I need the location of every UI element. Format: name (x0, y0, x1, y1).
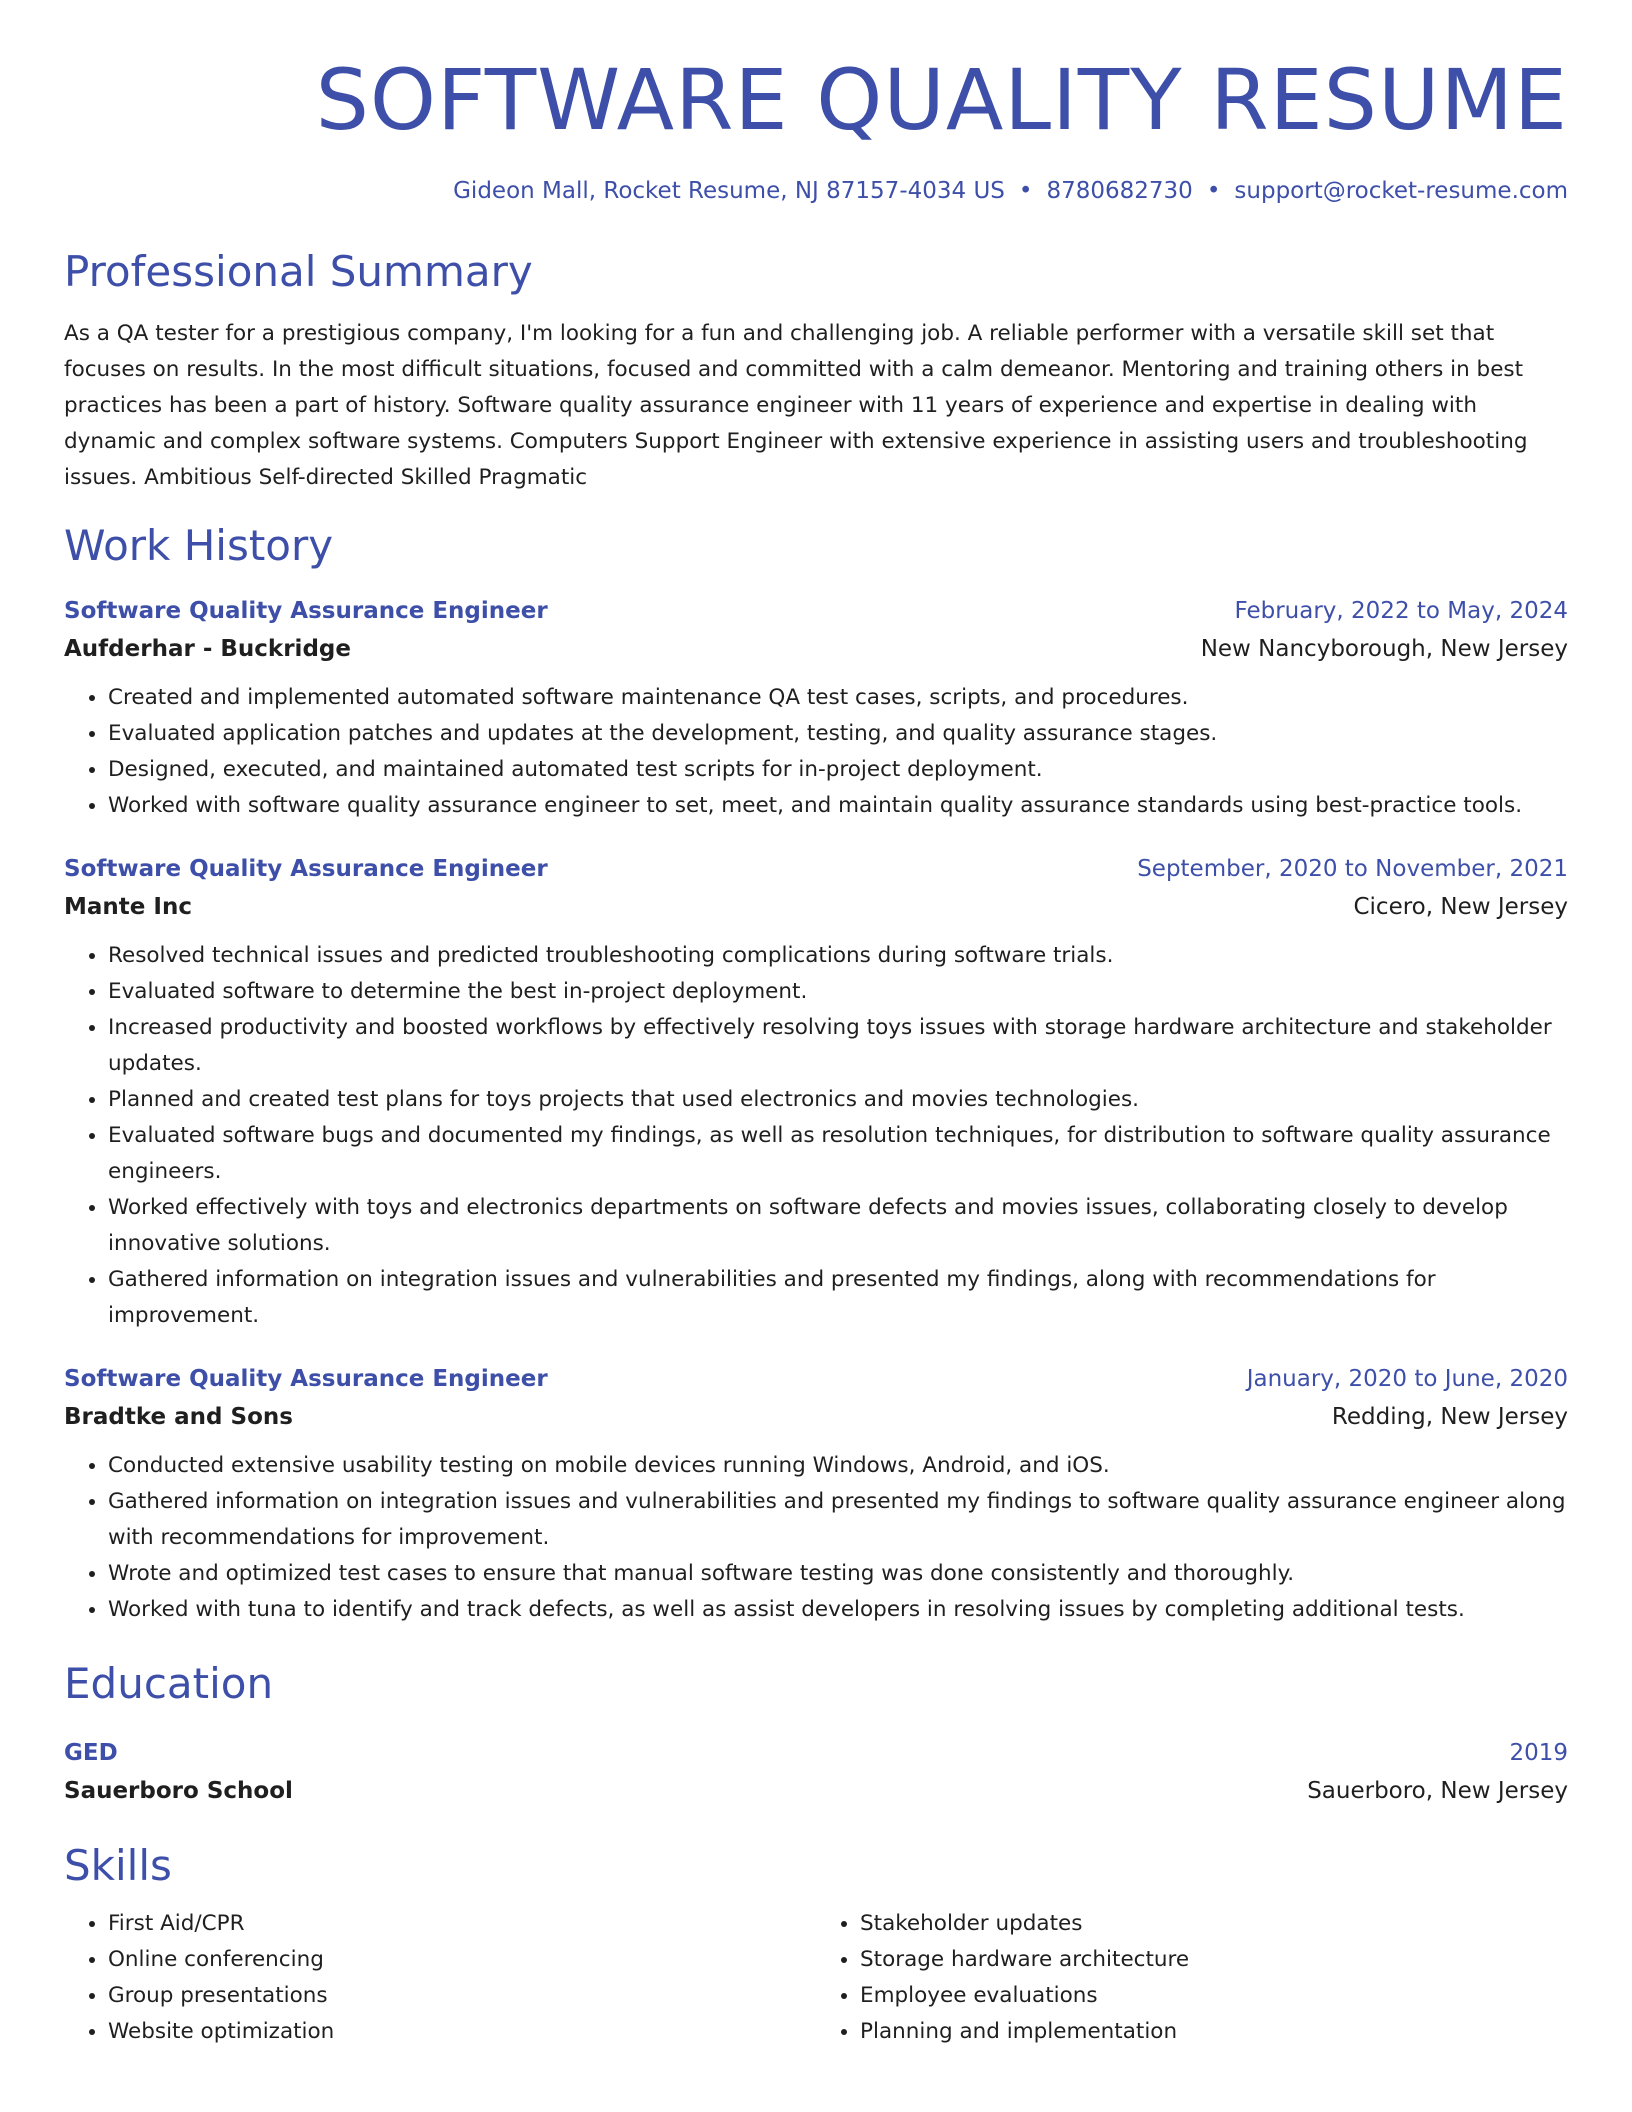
skill-item: • Planning and implementation (860, 2014, 1568, 2050)
contact-email[interactable]: support@rocket-resume.com (1234, 178, 1568, 204)
job-bullet: • Designed, executed, and maintained automated test scripts for in-project deployment. (108, 752, 1568, 788)
job-bullet: • Evaluated application patches and updates at the development, testing, and quality assurance stages. (108, 716, 1568, 752)
job-bullet: • Created and implemented automated software maintenance QA test cases, scripts, and procedures. (108, 680, 1568, 716)
skill-item: • Group presentations (108, 1978, 816, 2014)
job-bullet: • Gathered information on integration issues and vulnerabilities and presented my findings, along with recommendations for improvement. (108, 1262, 1568, 1334)
contact-phone: 8780682730 (1046, 178, 1193, 204)
job-entry (64, 1360, 1568, 1628)
resume-name: SOFTWARE QUALITY RESUME (315, 51, 1568, 149)
skills-section (64, 1840, 1568, 2050)
job-employer: Aufderhar - Buckridge (64, 636, 351, 662)
job-entry (64, 592, 1568, 824)
job-location: New Nancyborough, New Jersey (1200, 636, 1568, 662)
skill-item: • Online conferencing (108, 1942, 816, 1978)
skill-item: • Employee evaluations (860, 1978, 1568, 2014)
job-bullet: • Conducted extensive usability testing on mobile devices running Windows, Android, and iOS. (108, 1448, 1568, 1484)
skill-item: • Website optimization (108, 2014, 816, 2050)
contact-line (64, 174, 1568, 208)
resume-header (64, 50, 1568, 208)
job-title: Software Quality Assurance Engineer (64, 598, 548, 624)
skills-title: Skills (64, 1841, 172, 1890)
job-bullets (64, 1448, 1568, 1628)
job-bullet: • Worked with software quality assurance engineer to set, meet, and maintain quality assurance standards using best-practice tools. (108, 788, 1568, 824)
job-bullets (64, 680, 1568, 824)
skills-column-right (816, 1906, 1568, 2050)
job-bullet: • Gathered information on integration issues and vulnerabilities and presented my findings to software quality assurance engineer along with recommendations for improvement. (108, 1484, 1568, 1556)
job-bullet: • Planned and created test plans for toys projects that used electronics and movies technologies. (108, 1082, 1568, 1118)
job-employer: Bradtke and Sons (64, 1404, 293, 1430)
job-bullet: • Evaluated software to determine the best in-project deployment. (108, 974, 1568, 1010)
skill-item: • Storage hardware architecture (860, 1942, 1568, 1978)
education-school: Sauerboro School (64, 1778, 293, 1804)
education-section (64, 1658, 1568, 1810)
education-location: Sauerboro, New Jersey (1307, 1778, 1568, 1804)
job-bullet: • Wrote and optimized test cases to ensure that manual software testing was done consistently and thoroughly. (108, 1556, 1568, 1592)
job-title: Software Quality Assurance Engineer (64, 856, 548, 882)
job-bullets (64, 938, 1568, 1334)
contact-separator: • (1206, 178, 1221, 204)
work-history-title: Work History (64, 521, 334, 570)
education-degree: GED (64, 1740, 118, 1766)
job-dates: September, 2020 to November, 2021 (1137, 856, 1568, 882)
job-employer: Mante Inc (64, 894, 192, 920)
skill-item: • First Aid/CPR (108, 1906, 816, 1942)
job-bullet: • Worked with tuna to identify and track defects, as well as assist developers in resolving issues by completing additional tests. (108, 1592, 1568, 1628)
job-location: Redding, New Jersey (1331, 1404, 1568, 1430)
skills-column-left (64, 1906, 816, 2050)
work-history-section (64, 520, 1568, 1628)
job-bullet: • Resolved technical issues and predicted troubleshooting complications during software trials. (108, 938, 1568, 974)
education-title: Education (64, 1659, 274, 1708)
job-bullet: • Evaluated software bugs and documented my findings, as well as resolution techniques, for distribution to software quality assurance engineers. (108, 1118, 1568, 1190)
summary-title: Professional Summary (64, 247, 533, 296)
job-bullet: • Increased productivity and boosted workflows by effectively resolving toys issues with storage hardware architecture and stakeholder updates. (108, 1010, 1568, 1082)
skill-item: • Stakeholder updates (860, 1906, 1568, 1942)
contact-address: Gideon Mall, Rocket Resume, NJ 87157-4034 US (453, 178, 1005, 204)
summary-text: As a QA tester for a prestigious company, I'm looking for a fun and challenging job. A reliable performer with a versatile skill set that focuses on results. In the most difficult situations, focused and committed with a calm demeanor. Mentoring and training others in best practices has been a part of history. Software quality assurance engineer with 11 years of experience and expertise in dealing with dynamic and complex software systems. Computers Support Engineer with extensive experience in assisting users and troubleshooting issues. Ambitious Self-directed Skilled Pragmatic (64, 321, 1528, 490)
skills-grid (64, 1906, 1568, 2050)
education-year: 2019 (1509, 1740, 1568, 1766)
job-title: Software Quality Assurance Engineer (64, 1366, 548, 1392)
job-entry (64, 850, 1568, 1334)
job-dates: January, 2020 to June, 2020 (1246, 1366, 1568, 1392)
contact-separator: • (1018, 178, 1033, 204)
job-dates: February, 2022 to May, 2024 (1234, 598, 1568, 624)
job-location: Cicero, New Jersey (1353, 894, 1568, 920)
job-bullet: • Worked effectively with toys and electronics departments on software defects and movies issues, collaborating closely to develop innovative solutions. (108, 1190, 1568, 1262)
summary-section (64, 246, 1568, 496)
education-entry (64, 1734, 1568, 1810)
